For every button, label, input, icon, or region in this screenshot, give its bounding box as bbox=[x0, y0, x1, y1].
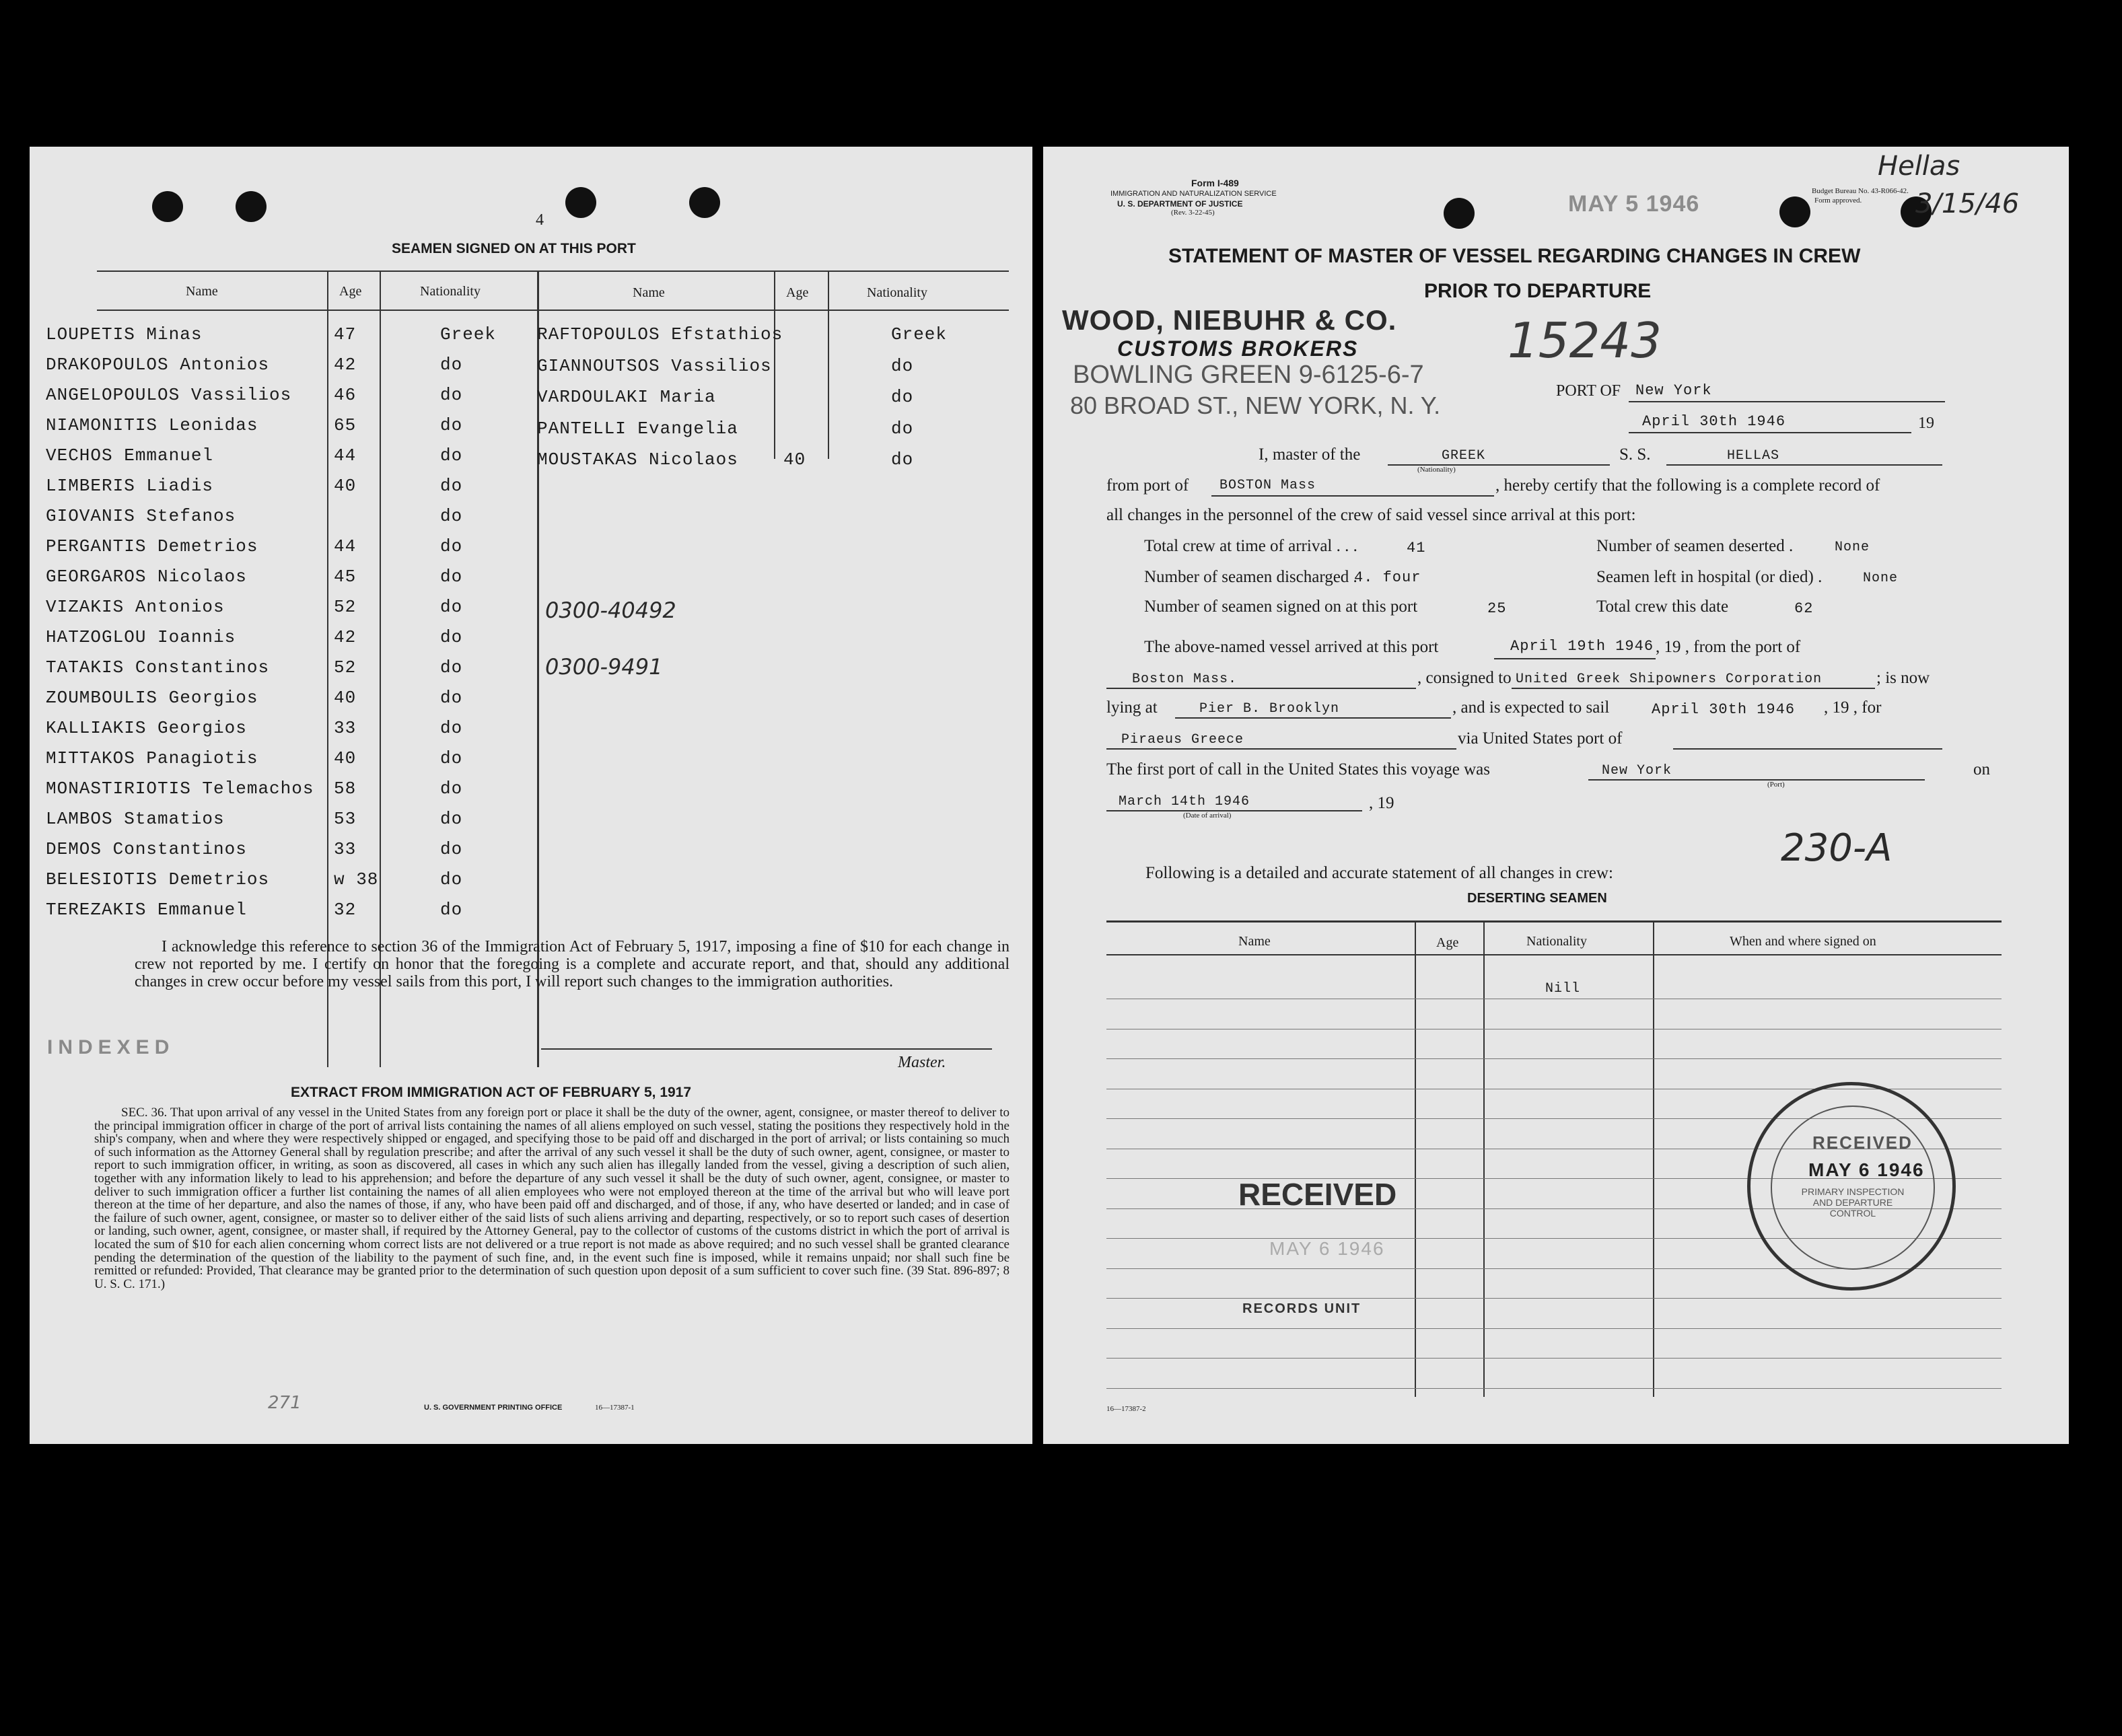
first-date-suffix: , 19 bbox=[1369, 794, 1394, 812]
from-port-value: BOSTON Mass bbox=[1219, 478, 1316, 493]
crew-age: w 38 bbox=[334, 869, 379, 890]
col-header-nationality: Nationality bbox=[1526, 934, 1587, 949]
crew-nationality: do bbox=[891, 449, 914, 470]
crew-name: NIAMONITIS Leonidas bbox=[46, 415, 258, 435]
crew-nationality: do bbox=[440, 597, 463, 617]
form-subtitle: PRIOR TO DEPARTURE bbox=[1424, 280, 1652, 302]
col-header-age: Age bbox=[1436, 935, 1459, 950]
deserting-title: DESERTING SEAMEN bbox=[1467, 891, 1607, 906]
on-label: on bbox=[1973, 760, 1990, 779]
crew-nationality: do bbox=[440, 567, 463, 587]
crew-age: 40 bbox=[334, 476, 357, 496]
column-divider bbox=[828, 270, 829, 459]
crew-name: VECHOS Emmanuel bbox=[46, 445, 214, 466]
first-port-value: New York bbox=[1602, 763, 1672, 779]
handwritten-note: 0300-9491 bbox=[545, 654, 663, 680]
is-now-label: ; is now bbox=[1876, 669, 1930, 687]
destination: Piraeus Greece bbox=[1121, 732, 1244, 748]
punch-hole bbox=[565, 187, 596, 218]
crew-name: MOUSTAKAS Nicolaos bbox=[537, 449, 738, 470]
crew-name: HATZOGLOU Ioannis bbox=[46, 627, 236, 647]
ship-name: HELLAS bbox=[1727, 448, 1780, 464]
crew-name: BELESIOTIS Demetrios bbox=[46, 869, 270, 890]
crew-age: 65 bbox=[334, 415, 357, 435]
crew-nationality: do bbox=[440, 657, 463, 678]
column-divider bbox=[1415, 920, 1416, 1397]
broker-stamp-phone: BOWLING GREEN 9-6125-6-7 bbox=[1073, 361, 1424, 389]
revision-line: (Rev. 3-22-45) bbox=[1171, 209, 1215, 217]
department-line: U. S. DEPARTMENT OF JUSTICE bbox=[1117, 199, 1243, 209]
crew-name: ANGELOPOULOS Vassilios bbox=[46, 385, 292, 405]
date-value: April 30th 1946 bbox=[1642, 413, 1786, 430]
extract-text: SEC. 36. That upon arrival of any vessel in the United States from any foreign port or place it shall be the duty of the owner, agent, consignee, or master thereof to deliver to the principal immigration officer in charge of the port of arrival lists containing the names of all aliens employed on such vessel, stating the positions they respectively hold in the ship's company, when and where they were respectively shipped or engaged, and specifying those to be paid off and discharged in the port of arrival; or lists containing so much of such information as the Attorney General shall by regulation prescribe; and after the arrival of any such vessel it shall be the duty of such owner, agent, consignee, or master to report to such immigration officer, in writing, as soon as discovered, all cases in which any such alien has illegally landed from the vessel, giving a description of such alien, together with any information likely to lead to his apprehension; and before the departure of any such vessel it shall be the duty of such owner, agent, consignee, or master to deliver to such immigration officer a further list containing the names of all alien employees who were not employed thereon at the time of the arrival but who will leave port thereon at the time of her departure, and also the names of those, if any, who have been paid off and discharged, and of those, if any, who have deserted or landed; and in case of the failure of such owner, agent, consignee, or master so to deliver either of the said lists of such aliens arriving and departing, respectively, or so to report such cases of desertion or landing, such owner, agent, consignee, or master shall, if required by the Attorney General, pay to the collector of customs of the customs district in which the port of arrival is located the sum of $10 for each alien concerning whom correct lists are not delivered or a true report is not made as above required; and no such vessel shall be granted clearance pending the determination of the question of the liability to the payment of such fine, and, in the event such fine is imposed, while it remains unpaid; nor shall such fine be remitted or refunded: Provided, That clearance may be granted prior to the determination of such question upon deposit of a sum sufficient to cover such fine. (39 Stat. 896-897; 8 U. S. C. 171.) bbox=[94, 1106, 1010, 1291]
col-header-age: Age bbox=[786, 285, 809, 300]
col-header-age: Age bbox=[339, 284, 362, 299]
hospital-value: None bbox=[1863, 571, 1899, 586]
lying-at-value: Pier B. Brooklyn bbox=[1199, 701, 1340, 717]
expected-label: , and is expected to sail bbox=[1452, 698, 1610, 717]
crew-name: GEORGAROS Nicolaos bbox=[46, 567, 247, 587]
table-top-rule bbox=[1106, 920, 2002, 923]
certify-text-2: all changes in the personnel of the crew of said vessel since arrival at this port: bbox=[1106, 506, 1636, 524]
crew-name: GIANNOUTSOS Vassilios bbox=[537, 355, 772, 376]
crew-nationality: do bbox=[891, 418, 914, 439]
printing-office: U. S. GOVERNMENT PRINTING OFFICE bbox=[424, 1404, 563, 1412]
lying-at-label: lying at bbox=[1106, 698, 1158, 717]
fill-line bbox=[1629, 401, 1945, 402]
acknowledgement-text: I acknowledge this reference to section 36 of the Immigration Act of February 5, 1917, imposing a fine of $10 for each change in crew not reported by me. I certify on honor that the foregoing is a complete and accurate report, and that, should any additional changes in crew occur before my vessel sails from this port, I will report such changes to the immigration authorities. bbox=[135, 938, 1010, 990]
fill-line bbox=[1106, 688, 1416, 689]
column-divider bbox=[1653, 920, 1654, 1397]
total-crew-arrival: 41 bbox=[1407, 540, 1426, 556]
fill-line bbox=[1588, 779, 1925, 781]
table-row-line bbox=[1106, 1358, 2002, 1359]
crew-name: DRAKOPOULOS Antonios bbox=[46, 355, 270, 375]
crew-name: MONASTIRIOTIS Telemachos bbox=[46, 779, 314, 799]
table-row-line bbox=[1106, 1328, 2002, 1329]
circular-stamp-dept: PRIMARY INSPECTION AND DEPARTURE CONTROL bbox=[1801, 1186, 1905, 1219]
fill-line bbox=[1673, 748, 1942, 750]
via-label: via United States port of bbox=[1458, 729, 1623, 748]
col-header-name: Name bbox=[633, 285, 665, 300]
fill-line bbox=[1666, 464, 1942, 466]
certify-text: , hereby certify that the following is a complete record of bbox=[1495, 476, 1880, 495]
nill-entry: Nill bbox=[1545, 981, 1581, 997]
section-title: SEAMEN SIGNED ON AT THIS PORT bbox=[392, 241, 636, 256]
crew-age: 44 bbox=[334, 445, 357, 466]
col-header-name: Name bbox=[186, 284, 218, 299]
crew-age: 42 bbox=[334, 627, 357, 647]
crew-name: TATAKIS Constantinos bbox=[46, 657, 270, 678]
broker-stamp-name: WOOD, NIEBUHR & CO. bbox=[1062, 304, 1397, 336]
crew-nationality: do bbox=[440, 900, 463, 920]
fill-line bbox=[1211, 495, 1494, 497]
col-header-when-where: When and where signed on bbox=[1730, 934, 1876, 949]
crew-name: TEREZAKIS Emmanuel bbox=[46, 900, 247, 920]
circular-stamp-date: MAY 6 1946 bbox=[1808, 1159, 1925, 1180]
first-port-label: The first port of call in the United States this voyage was bbox=[1106, 760, 1491, 779]
crew-nationality: do bbox=[891, 387, 914, 407]
circular-stamp bbox=[1747, 1082, 1956, 1291]
crew-age: 33 bbox=[334, 839, 357, 859]
crew-name: MITTAKOS Panagiotis bbox=[46, 748, 258, 768]
budget-bureau: Budget Bureau No. 43-R066-42. bbox=[1812, 187, 1909, 195]
punch-hole bbox=[689, 187, 720, 218]
punch-hole bbox=[236, 191, 267, 222]
col-header-name: Name bbox=[1238, 934, 1271, 949]
crew-age: 32 bbox=[334, 900, 357, 920]
arrived-from: Boston Mass. bbox=[1132, 672, 1238, 687]
for-label: , 19 , for bbox=[1824, 698, 1882, 717]
crew-nationality: do bbox=[440, 748, 463, 768]
crew-name: GIOVANIS Stefanos bbox=[46, 506, 236, 526]
crew-age: 42 bbox=[334, 355, 357, 375]
nationality-caption: (Nationality) bbox=[1417, 466, 1456, 474]
crew-nationality: do bbox=[440, 718, 463, 738]
crew-age: 44 bbox=[334, 536, 357, 556]
handwritten-date: 3/15/46 bbox=[1915, 188, 2020, 219]
table-row-line bbox=[1106, 1298, 2002, 1299]
crew-nationality: do bbox=[440, 688, 463, 708]
crew-nationality: do bbox=[440, 809, 463, 829]
total-today-value: 62 bbox=[1794, 600, 1814, 617]
crew-age: 52 bbox=[334, 657, 357, 678]
crew-nationality: do bbox=[440, 627, 463, 647]
header-rule bbox=[1106, 954, 2002, 955]
records-unit-stamp: RECORDS UNIT bbox=[1242, 1301, 1361, 1316]
sail-date: April 30th 1946 bbox=[1652, 701, 1796, 718]
port-of-value: New York bbox=[1635, 382, 1712, 399]
pencil-note: 271 bbox=[268, 1393, 302, 1413]
crew-name: VARDOULAKI Maria bbox=[537, 387, 716, 407]
fill-line bbox=[1175, 717, 1451, 719]
crew-nationality: do bbox=[891, 355, 914, 376]
year-suffix: 19 bbox=[1918, 414, 1934, 432]
handwritten-note: 0300-40492 bbox=[545, 598, 676, 623]
arrived-label: The above-named vessel arrived at this port bbox=[1144, 638, 1439, 656]
punch-hole bbox=[1444, 198, 1475, 229]
signed-on-label: Number of seamen signed on at this port bbox=[1144, 598, 1418, 616]
fill-line bbox=[1629, 432, 1911, 433]
from-port-label: from port of bbox=[1106, 476, 1189, 495]
first-date: March 14th 1946 bbox=[1119, 794, 1250, 809]
table-row-line bbox=[1106, 1388, 2002, 1389]
crew-name: LOUPETIS Minas bbox=[46, 324, 203, 345]
handwritten-code: 230-A bbox=[1781, 826, 1893, 870]
crew-name: RAFTOPOULOS Efstathios bbox=[537, 324, 783, 345]
indexed-stamp: INDEXED bbox=[47, 1036, 175, 1058]
crew-nationality: do bbox=[440, 385, 463, 405]
form-title: STATEMENT OF MASTER OF VESSEL REGARDING CHANGES IN CREW bbox=[1168, 245, 1861, 267]
crew-age: 40 bbox=[783, 449, 806, 470]
master-label: Master. bbox=[898, 1054, 946, 1071]
crew-name: LAMBOS Stamatios bbox=[46, 809, 225, 829]
date-caption: (Date of arrival) bbox=[1183, 811, 1232, 820]
crew-age: 47 bbox=[334, 324, 357, 345]
received-date-stamp: MAY 6 1946 bbox=[1269, 1238, 1385, 1259]
punch-hole bbox=[152, 191, 183, 222]
crew-name: DEMOS Constantinos bbox=[46, 839, 247, 859]
crew-age: 40 bbox=[334, 688, 357, 708]
table-row-line bbox=[1106, 1058, 2002, 1059]
crew-name: ZOUMBOULIS Georgios bbox=[46, 688, 258, 708]
form-number: Form I-489 bbox=[1191, 178, 1239, 188]
crew-age: 33 bbox=[334, 718, 357, 738]
col-header-nationality: Nationality bbox=[420, 284, 481, 299]
hospital-label: Seamen left in hospital (or died) . bbox=[1596, 568, 1823, 586]
crew-name: PANTELLI Evangelia bbox=[537, 418, 738, 439]
crew-nationality: do bbox=[440, 869, 463, 890]
discharged-value: 4. four bbox=[1354, 569, 1421, 586]
fill-line bbox=[1106, 748, 1456, 750]
crew-age: 45 bbox=[334, 567, 357, 587]
crew-nationality: do bbox=[440, 506, 463, 526]
consignee: United Greek Shipowners Corporation bbox=[1516, 672, 1823, 687]
form-code: 16—17387-1 bbox=[595, 1404, 635, 1412]
deserted-value: None bbox=[1835, 540, 1870, 555]
discharged-label: Number of seamen discharged . bbox=[1144, 568, 1357, 586]
page-number: 4 bbox=[536, 211, 544, 229]
crew-nationality: do bbox=[440, 536, 463, 556]
fill-line bbox=[1512, 688, 1875, 689]
reference-number: 15243 bbox=[1508, 312, 1662, 369]
agency-line: IMMIGRATION AND NATURALIZATION SERVICE bbox=[1110, 190, 1277, 198]
extract-title: EXTRACT FROM IMMIGRATION ACT OF FEBRUARY 5, 1917 bbox=[291, 1085, 692, 1100]
received-stamp: RECEIVED bbox=[1238, 1177, 1397, 1212]
crew-nationality: do bbox=[440, 415, 463, 435]
crew-age: 40 bbox=[334, 748, 357, 768]
punch-hole bbox=[1779, 196, 1810, 227]
total-crew-arrival-label: Total crew at time of arrival . . . bbox=[1144, 537, 1357, 555]
crew-nationality: Greek bbox=[891, 324, 948, 345]
crew-nationality: Greek bbox=[440, 324, 497, 345]
broker-stamp-title: CUSTOMS BROKERS bbox=[1117, 336, 1359, 361]
column-divider bbox=[774, 270, 775, 459]
port-of-label: PORT OF bbox=[1556, 382, 1621, 400]
header-rule bbox=[97, 310, 1009, 311]
crew-age: 52 bbox=[334, 597, 357, 617]
master-signature-line bbox=[541, 1048, 992, 1050]
crew-age: 46 bbox=[334, 385, 357, 405]
total-today-label: Total crew this date bbox=[1596, 598, 1729, 616]
deserted-label: Number of seamen deserted . bbox=[1596, 537, 1794, 555]
crew-nationality: do bbox=[440, 476, 463, 496]
column-divider bbox=[1483, 920, 1485, 1397]
form-approved: Form approved. bbox=[1814, 196, 1862, 205]
crew-name: LIMBERIS Liadis bbox=[46, 476, 214, 496]
date-stamp: MAY 5 1946 bbox=[1568, 191, 1700, 217]
table-top-rule bbox=[97, 270, 1009, 272]
left-page bbox=[30, 147, 1032, 1444]
nationality-value: GREEK bbox=[1442, 448, 1486, 464]
crew-nationality: do bbox=[440, 779, 463, 799]
crew-age: 58 bbox=[334, 779, 357, 799]
following-text: Following is a detailed and accurate statement of all changes in crew: bbox=[1145, 864, 1613, 882]
right-page bbox=[1043, 147, 2069, 1444]
from-port-of-label: , 19 , from the port of bbox=[1656, 638, 1801, 656]
arrived-date: April 19th 1946 bbox=[1510, 638, 1654, 655]
consigned-label: , consigned to bbox=[1417, 669, 1512, 687]
fill-line bbox=[1106, 810, 1362, 811]
handwritten-ship: Hellas bbox=[1878, 151, 1960, 182]
signed-on-value: 25 bbox=[1487, 600, 1507, 617]
col-header-nationality: Nationality bbox=[867, 285, 927, 300]
crew-name: KALLIAKIS Georgios bbox=[46, 718, 247, 738]
crew-name: VIZAKIS Antonios bbox=[46, 597, 225, 617]
crew-name: PERGANTIS Demetrios bbox=[46, 536, 258, 556]
master-of-label: I, master of the bbox=[1259, 445, 1361, 464]
crew-nationality: do bbox=[440, 839, 463, 859]
fill-line bbox=[1494, 658, 1656, 659]
port-caption: (Port) bbox=[1767, 781, 1785, 789]
circular-stamp-received: RECEIVED bbox=[1812, 1132, 1913, 1153]
crew-nationality: do bbox=[440, 355, 463, 375]
crew-nationality: do bbox=[440, 445, 463, 466]
crew-age: 53 bbox=[334, 809, 357, 829]
broker-stamp-address: 80 BROAD ST., NEW YORK, N. Y. bbox=[1070, 392, 1441, 419]
form-code: 16—17387-2 bbox=[1106, 1405, 1146, 1413]
ss-label: S. S. bbox=[1619, 445, 1651, 464]
